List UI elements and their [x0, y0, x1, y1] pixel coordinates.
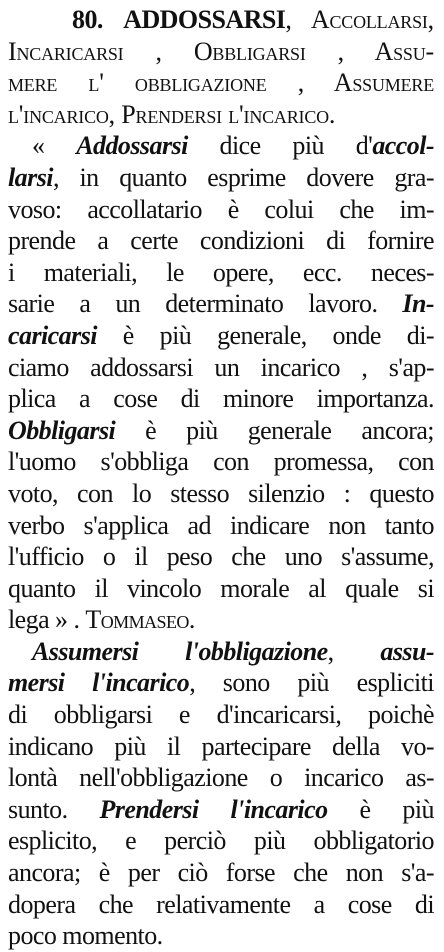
- heading-terms: ADDOSSARSI, Accollarsi,: [123, 5, 434, 34]
- text-line: l'ufficio o il peso che uno s'assume,: [8, 542, 434, 572]
- text-line: dopera che relativamente a cose di: [8, 889, 434, 919]
- text-line: ciamo addossarsi un incarico , s'ap-: [8, 352, 434, 382]
- text-line: di obbligarsi e d'incaricarsi, poichè: [8, 700, 434, 730]
- text-line: l'uomo s'obbliga con promessa, con: [8, 447, 434, 477]
- text-line: « Addossarsi dice più d'accol-: [32, 131, 434, 161]
- text-line: prende a certe condizioni di fornire: [8, 226, 434, 256]
- text-line: mersi l'incarico, sono più espliciti: [8, 668, 434, 698]
- text-line: caricarsi è più generale, onde di-: [8, 320, 434, 350]
- entry-number: 80.: [72, 5, 103, 34]
- paragraph-commentary: [8, 636, 434, 952]
- text-line: plica a cose di minore importanza.: [8, 384, 434, 414]
- text-line: Assumersi l'obbligazione, assu-: [32, 636, 434, 666]
- text-line: esplicito, e perciò più obbligatorio: [8, 826, 434, 856]
- text-line: Obbligarsi è più generale ancora;: [8, 415, 434, 445]
- text-line: voto, con lo stesso silenzio : questo: [8, 478, 434, 508]
- heading-line: Incaricarsi , Obbligarsi , Assu-: [8, 36, 434, 66]
- text-line: quanto il vincolo morale al quale si: [8, 573, 434, 603]
- text-line: lega » . Tommaseo.: [8, 605, 195, 635]
- author-name: Tommaseo.: [85, 605, 195, 635]
- text-line: sunto. Prendersi l'incarico è più: [8, 794, 434, 824]
- text-line: verbo s'applica ad indicare non tanto: [8, 510, 434, 540]
- paragraph-tommaseo-quote: [8, 130, 434, 636]
- text-line: lontà nell'obbligazione o incarico as-: [8, 763, 434, 793]
- text-line: i materiali, le opere, ecc. neces-: [8, 257, 434, 287]
- heading-line: [8, 4, 434, 36]
- heading-line: l'incarico, Prendersi l'incarico.: [8, 99, 336, 129]
- entry-heading: [8, 4, 434, 130]
- text-line: indicano più il partecipare della vo-: [8, 731, 434, 761]
- heading-line: mere l' obbligazione , Assumere: [8, 68, 434, 98]
- text-line: poco momento.: [8, 921, 163, 951]
- text-line: ancora; è per ciò forse che non s'a-: [8, 858, 434, 888]
- text-line: larsi, in quanto esprime dovere gra-: [8, 162, 434, 192]
- headword: ADDOSSARSI: [123, 5, 286, 34]
- text-line: sarie a un determinato lavoro. In-: [8, 289, 434, 319]
- text-line: voso: accollatario è colui che im-: [8, 194, 434, 224]
